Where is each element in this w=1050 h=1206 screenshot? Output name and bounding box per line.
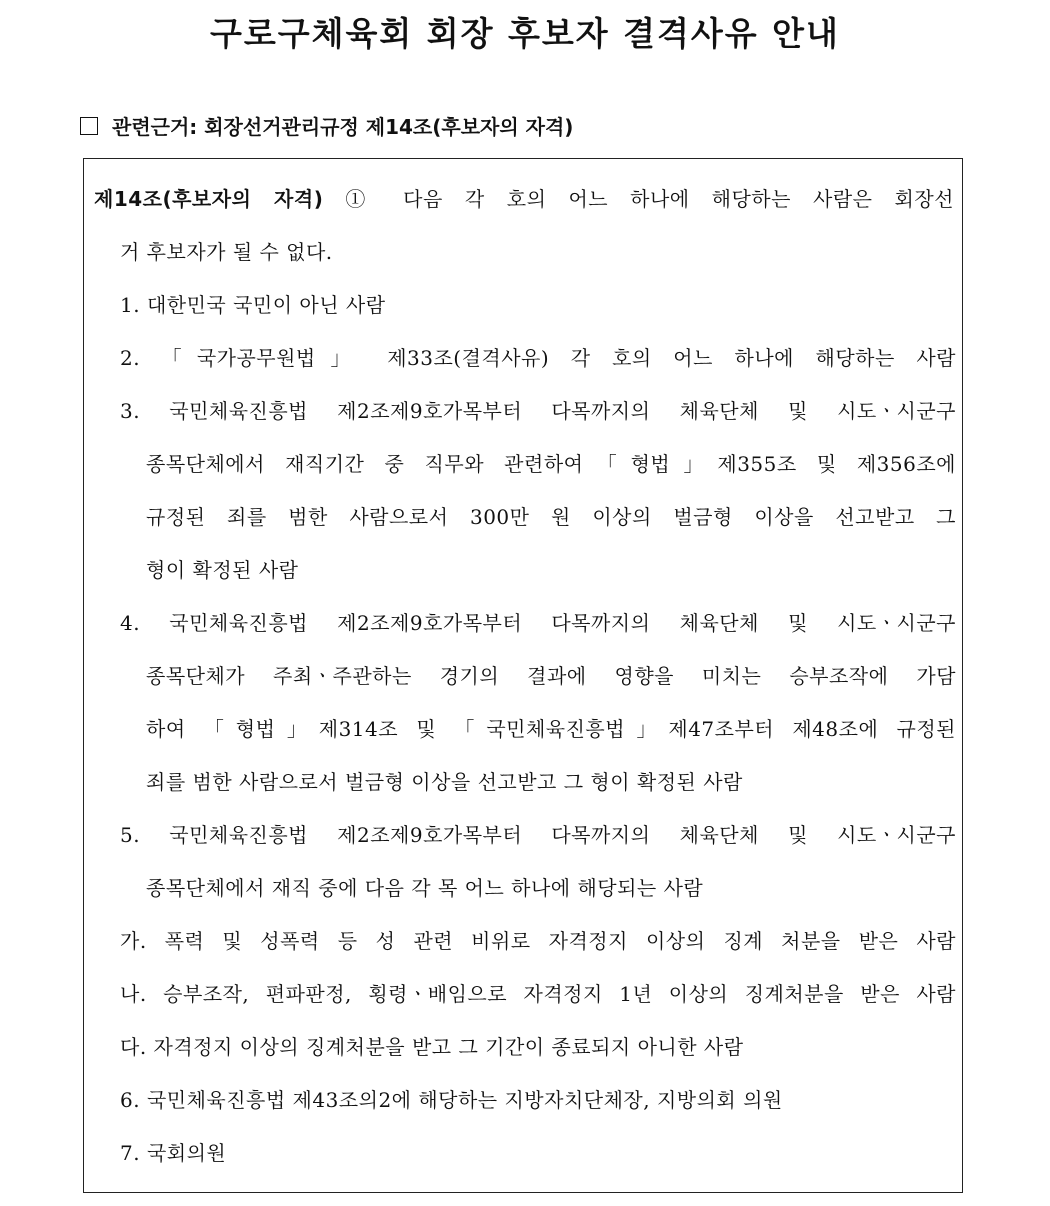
checkbox-marker	[80, 117, 98, 135]
article-box	[83, 158, 963, 1193]
item-6: 6. 국민체육진흥법 제43조의2에 해당하는 지방자치단체장, 지방의회 의원	[120, 1088, 783, 1112]
article-first-line	[94, 179, 954, 219]
item-4-line-1: 4. 국민체육진흥법 제2조제9호가목부터 다목까지의 체육단체 및 시도ㆍ시군구	[120, 611, 956, 635]
sub-item-ga: 가. 폭력 및 성폭력 등 성 관련 비위로 자격정지 이상의 징계 처분을 받은 사람	[120, 929, 956, 953]
item-1: 1. 대한민국 국민이 아닌 사람	[120, 293, 386, 317]
item-4-line-3: 하여 「형법」제314조 및 「국민체육진흥법」제47조부터 제48조에 규정된	[146, 717, 956, 741]
item-4-line-4: 죄를 범한 사람으로서 벌금형 이상을 선고받고 그 형이 확정된 사람	[146, 770, 743, 794]
item-7: 7. 국회의원	[120, 1141, 227, 1165]
item-3-line-4: 형이 확정된 사람	[146, 558, 299, 582]
item-2: 2. 「국가공무원법」 제33조(결격사유) 각 호의 어느 하나에 해당하는 사람	[120, 346, 956, 370]
article-intro: ① 다음 각 호의 어느 하나에 해당하는 사람은 회장선	[345, 187, 954, 211]
page-title: 구로구체육회 회장 후보자 결격사유 안내	[210, 14, 840, 53]
item-3-line-2: 종목단체에서 재직기간 중 직무와 관련하여「형법」제355조 및 제356조에	[146, 452, 956, 476]
legal-basis	[80, 110, 573, 144]
sub-item-na: 나. 승부조작, 편파판정, 횡령ㆍ배임으로 자격정지 1년 이상의 징계처분을 받은 사람	[120, 982, 956, 1006]
item-4-line-2: 종목단체가 주최ㆍ주관하는 경기의 결과에 영향을 미치는 승부조작에 가담	[146, 664, 956, 688]
item-3-line-1: 3. 국민체육진흥법 제2조제9호가목부터 다목까지의 체육단체 및 시도ㆍ시군구	[120, 399, 956, 423]
item-5-line-1: 5. 국민체육진흥법 제2조제9호가목부터 다목까지의 체육단체 및 시도ㆍ시군구	[120, 823, 956, 847]
article-intro-cont: 거 후보자가 될 수 없다.	[120, 240, 333, 264]
item-5-line-2: 종목단체에서 재직 중에 다음 각 목 어느 하나에 해당되는 사람	[146, 876, 704, 900]
legal-basis-text: 관련근거: 회장선거관리규정 제14조(후보자의 자격)	[112, 115, 574, 139]
sub-item-da: 다. 자격정지 이상의 징계처분을 받고 그 기간이 종료되지 아니한 사람	[120, 1035, 744, 1059]
item-3-line-3: 규정된 죄를 범한 사람으로서 300만 원 이상의 벌금형 이상을 선고받고 그	[146, 505, 956, 529]
article-heading: 제14조(후보자의 자격)	[94, 187, 324, 211]
